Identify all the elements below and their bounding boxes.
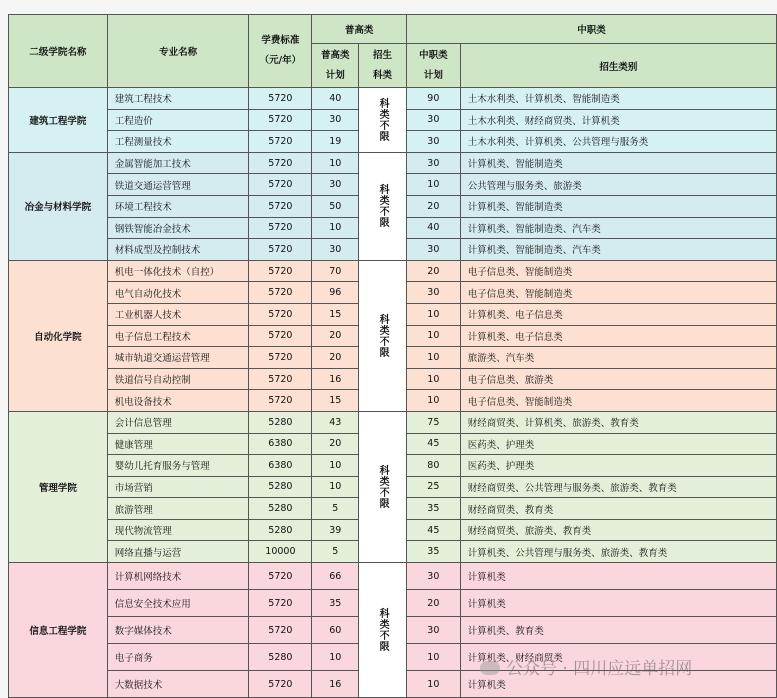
zhongzhi-plan: 20 bbox=[406, 590, 460, 617]
dept-name: 建筑工程学院 bbox=[9, 88, 108, 153]
pugao-plan: 40 bbox=[312, 88, 359, 110]
major-name: 建筑工程技术 bbox=[107, 88, 249, 110]
table-row bbox=[9, 152, 777, 174]
major-name: 健康管理 bbox=[107, 433, 249, 455]
header-zhongzhi: 中职类 bbox=[406, 15, 776, 44]
zhongzhi-plan: 30 bbox=[406, 282, 460, 304]
major-name: 数字媒体技术 bbox=[107, 617, 249, 644]
pugao-plan: 30 bbox=[312, 109, 359, 131]
watermark bbox=[480, 654, 692, 679]
dept-name: 信息工程学院 bbox=[9, 563, 108, 698]
tuition-fee: 5720 bbox=[249, 282, 312, 304]
major-name: 现代物流管理 bbox=[107, 519, 249, 541]
major-name: 铁道交通运营管理 bbox=[107, 174, 249, 196]
tuition-fee: 5280 bbox=[249, 519, 312, 541]
tuition-fee: 5720 bbox=[249, 152, 312, 174]
tuition-fee: 5720 bbox=[249, 88, 312, 110]
zhongzhi-category: 计算机类 bbox=[460, 563, 776, 590]
zhongzhi-plan: 75 bbox=[406, 411, 460, 433]
zhongzhi-category: 计算机类、教育类 bbox=[460, 617, 776, 644]
header-fee bbox=[249, 15, 312, 88]
major-name: 环境工程技术 bbox=[107, 195, 249, 217]
zhongzhi-category: 计算机类、智能制造类 bbox=[460, 195, 776, 217]
major-name: 电气自动化技术 bbox=[107, 282, 249, 304]
admission-plan-table bbox=[8, 14, 777, 698]
zhongzhi-plan: 10 bbox=[406, 390, 460, 412]
tuition-fee: 5720 bbox=[249, 174, 312, 196]
major-name: 电子信息工程技术 bbox=[107, 325, 249, 347]
dept-name: 自动化学院 bbox=[9, 260, 108, 411]
zhongzhi-plan: 40 bbox=[406, 217, 460, 239]
table-row bbox=[9, 411, 777, 433]
pugao-plan: 19 bbox=[312, 131, 359, 153]
zhongzhi-category: 计算机类 bbox=[460, 671, 776, 698]
zhongzhi-category: 计算机类、电子信息类 bbox=[460, 325, 776, 347]
header-zz-category: 招生类别 bbox=[460, 44, 776, 88]
header-pugao: 普高类 bbox=[312, 15, 407, 44]
subject-unlimited: 科类不限 bbox=[359, 563, 407, 698]
header-pg-subject-line2: 科类 bbox=[373, 69, 393, 81]
header-pg-plan bbox=[312, 44, 359, 88]
zhongzhi-category: 财经商贸类、教育类 bbox=[460, 498, 776, 520]
zhongzhi-plan: 45 bbox=[406, 433, 460, 455]
zhongzhi-category: 电子信息类、智能制造类 bbox=[460, 282, 776, 304]
major-name: 市场营销 bbox=[107, 476, 249, 498]
zhongzhi-plan: 30 bbox=[406, 563, 460, 590]
zhongzhi-plan: 35 bbox=[406, 498, 460, 520]
major-name: 大数据技术 bbox=[107, 671, 249, 698]
pugao-plan: 66 bbox=[312, 563, 359, 590]
pugao-plan: 15 bbox=[312, 390, 359, 412]
pugao-plan: 20 bbox=[312, 325, 359, 347]
major-name: 材料成型及控制技术 bbox=[107, 239, 249, 261]
tuition-fee: 5280 bbox=[249, 476, 312, 498]
zhongzhi-plan: 10 bbox=[406, 368, 460, 390]
tuition-fee: 5720 bbox=[249, 617, 312, 644]
pugao-plan: 10 bbox=[312, 476, 359, 498]
tuition-fee: 5720 bbox=[249, 390, 312, 412]
zhongzhi-plan: 25 bbox=[406, 476, 460, 498]
header-dept: 二级学院名称 bbox=[9, 15, 108, 88]
pugao-plan: 39 bbox=[312, 519, 359, 541]
zhongzhi-category: 计算机类、电子信息类 bbox=[460, 303, 776, 325]
subject-unlimited: 科类不限 bbox=[359, 88, 407, 153]
zhongzhi-category: 医药类、护理类 bbox=[460, 455, 776, 477]
header-pg-subject bbox=[359, 44, 407, 88]
tuition-fee: 5720 bbox=[249, 590, 312, 617]
table-body bbox=[9, 88, 777, 698]
pugao-plan: 16 bbox=[312, 671, 359, 698]
zhongzhi-plan: 10 bbox=[406, 644, 460, 671]
zhongzhi-category: 电子信息类、智能制造类 bbox=[460, 260, 776, 282]
zhongzhi-plan: 35 bbox=[406, 541, 460, 563]
subject-unlimited: 科类不限 bbox=[359, 260, 407, 411]
tuition-fee: 5720 bbox=[249, 347, 312, 369]
tuition-fee: 6380 bbox=[249, 433, 312, 455]
major-name: 计算机网络技术 bbox=[107, 563, 249, 590]
tuition-fee: 5280 bbox=[249, 411, 312, 433]
header-fee-line2: （元/年） bbox=[259, 55, 302, 66]
major-name: 铁道信号自动控制 bbox=[107, 368, 249, 390]
tuition-fee: 5720 bbox=[249, 368, 312, 390]
zhongzhi-category: 财经商贸类、计算机类、旅游类、教育类 bbox=[460, 411, 776, 433]
pugao-plan: 5 bbox=[312, 541, 359, 563]
zhongzhi-category: 计算机类、财经商贸类 bbox=[460, 644, 776, 671]
pugao-plan: 96 bbox=[312, 282, 359, 304]
zhongzhi-category: 旅游类、汽车类 bbox=[460, 347, 776, 369]
zhongzhi-category: 计算机类、智能制造类、汽车类 bbox=[460, 239, 776, 261]
major-name: 婴幼儿托育服务与管理 bbox=[107, 455, 249, 477]
zhongzhi-category: 计算机类、智能制造类 bbox=[460, 152, 776, 174]
zhongzhi-plan: 30 bbox=[406, 131, 460, 153]
zhongzhi-plan: 30 bbox=[406, 152, 460, 174]
pugao-plan: 30 bbox=[312, 174, 359, 196]
zhongzhi-plan: 30 bbox=[406, 239, 460, 261]
tuition-fee: 5720 bbox=[249, 303, 312, 325]
watermark-text: 公众号 · 四川应远单招网 bbox=[506, 659, 693, 679]
tuition-fee: 5720 bbox=[249, 109, 312, 131]
header-major: 专业名称 bbox=[107, 15, 249, 88]
zhongzhi-plan: 10 bbox=[406, 303, 460, 325]
header-zz-plan-line1: 中职类 bbox=[419, 49, 448, 61]
zhongzhi-category: 电子信息类、旅游类 bbox=[460, 368, 776, 390]
zhongzhi-plan: 20 bbox=[406, 260, 460, 282]
zhongzhi-category: 计算机类、智能制造类、汽车类 bbox=[460, 217, 776, 239]
major-name: 工程测量技术 bbox=[107, 131, 249, 153]
zhongzhi-plan: 10 bbox=[406, 347, 460, 369]
header-pg-subject-line1: 招生 bbox=[373, 49, 393, 61]
zhongzhi-plan: 10 bbox=[406, 325, 460, 347]
zhongzhi-plan: 30 bbox=[406, 617, 460, 644]
pugao-plan: 5 bbox=[312, 498, 359, 520]
major-name: 网络直播与运营 bbox=[107, 541, 249, 563]
zhongzhi-plan: 45 bbox=[406, 519, 460, 541]
major-name: 金属智能加工技术 bbox=[107, 152, 249, 174]
zhongzhi-category: 计算机类、公共管理与服务类、旅游类、教育类 bbox=[460, 541, 776, 563]
header-zz-plan-line2: 计划 bbox=[423, 69, 443, 81]
zhongzhi-category: 财经商贸类、旅游类、教育类 bbox=[460, 519, 776, 541]
table-row bbox=[9, 563, 777, 590]
pugao-plan: 60 bbox=[312, 617, 359, 644]
zhongzhi-plan: 10 bbox=[406, 671, 460, 698]
pugao-plan: 20 bbox=[312, 433, 359, 455]
tuition-fee: 5280 bbox=[249, 644, 312, 671]
tuition-fee: 5720 bbox=[249, 563, 312, 590]
admission-plan-table-container bbox=[8, 14, 777, 698]
subject-unlimited: 科类不限 bbox=[359, 152, 407, 260]
major-name: 电子商务 bbox=[107, 644, 249, 671]
tuition-fee: 10000 bbox=[249, 541, 312, 563]
tuition-fee: 5720 bbox=[249, 260, 312, 282]
tuition-fee: 6380 bbox=[249, 455, 312, 477]
zhongzhi-category: 电子信息类、智能制造类 bbox=[460, 390, 776, 412]
zhongzhi-category: 土木水利类、计算机类、智能制造类 bbox=[460, 88, 776, 110]
zhongzhi-category: 计算机类 bbox=[460, 590, 776, 617]
zhongzhi-plan: 10 bbox=[406, 174, 460, 196]
tuition-fee: 5720 bbox=[249, 671, 312, 698]
zhongzhi-category: 财经商贸类、公共管理与服务类、旅游类、教育类 bbox=[460, 476, 776, 498]
major-name: 机电设备技术 bbox=[107, 390, 249, 412]
zhongzhi-category: 土木水利类、计算机类、公共管理与服务类 bbox=[460, 131, 776, 153]
major-name: 旅游管理 bbox=[107, 498, 249, 520]
pugao-plan: 43 bbox=[312, 411, 359, 433]
tuition-fee: 5720 bbox=[249, 325, 312, 347]
major-name: 机电一体化技术（自控） bbox=[107, 260, 249, 282]
pugao-plan: 20 bbox=[312, 347, 359, 369]
major-name: 会计信息管理 bbox=[107, 411, 249, 433]
zhongzhi-plan: 90 bbox=[406, 88, 460, 110]
tuition-fee: 5720 bbox=[249, 239, 312, 261]
tuition-fee: 5720 bbox=[249, 195, 312, 217]
pugao-plan: 16 bbox=[312, 368, 359, 390]
table-row bbox=[9, 260, 777, 282]
header-pg-plan-line2: 计划 bbox=[325, 69, 345, 81]
dept-name: 管理学院 bbox=[9, 411, 108, 562]
tuition-fee: 5720 bbox=[249, 217, 312, 239]
pugao-plan: 50 bbox=[312, 195, 359, 217]
pugao-plan: 10 bbox=[312, 455, 359, 477]
zhongzhi-plan: 20 bbox=[406, 195, 460, 217]
header-zz-plan bbox=[406, 44, 460, 88]
major-name: 信息安全技术应用 bbox=[107, 590, 249, 617]
pugao-plan: 10 bbox=[312, 152, 359, 174]
major-name: 城市轨道交通运营管理 bbox=[107, 347, 249, 369]
tuition-fee: 5720 bbox=[249, 131, 312, 153]
pugao-plan: 10 bbox=[312, 644, 359, 671]
zhongzhi-plan: 80 bbox=[406, 455, 460, 477]
pugao-plan: 35 bbox=[312, 590, 359, 617]
major-name: 钢铁智能冶金技术 bbox=[107, 217, 249, 239]
pugao-plan: 70 bbox=[312, 260, 359, 282]
pugao-plan: 30 bbox=[312, 239, 359, 261]
major-name: 工程造价 bbox=[107, 109, 249, 131]
pugao-plan: 15 bbox=[312, 303, 359, 325]
subject-unlimited: 科类不限 bbox=[359, 411, 407, 562]
tuition-fee: 5280 bbox=[249, 498, 312, 520]
major-name: 工业机器人技术 bbox=[107, 303, 249, 325]
header-fee-line1: 学费标准 bbox=[261, 35, 300, 46]
zhongzhi-category: 土木水利类、财经商贸类、计算机类 bbox=[460, 109, 776, 131]
table-row bbox=[9, 88, 777, 110]
zhongzhi-category: 医药类、护理类 bbox=[460, 433, 776, 455]
pugao-plan: 10 bbox=[312, 217, 359, 239]
zhongzhi-plan: 30 bbox=[406, 109, 460, 131]
zhongzhi-category: 公共管理与服务类、旅游类 bbox=[460, 174, 776, 196]
wechat-icon bbox=[480, 661, 500, 675]
header-pg-plan-line1: 普高类 bbox=[320, 49, 350, 61]
dept-name: 冶金与材料学院 bbox=[9, 152, 108, 260]
